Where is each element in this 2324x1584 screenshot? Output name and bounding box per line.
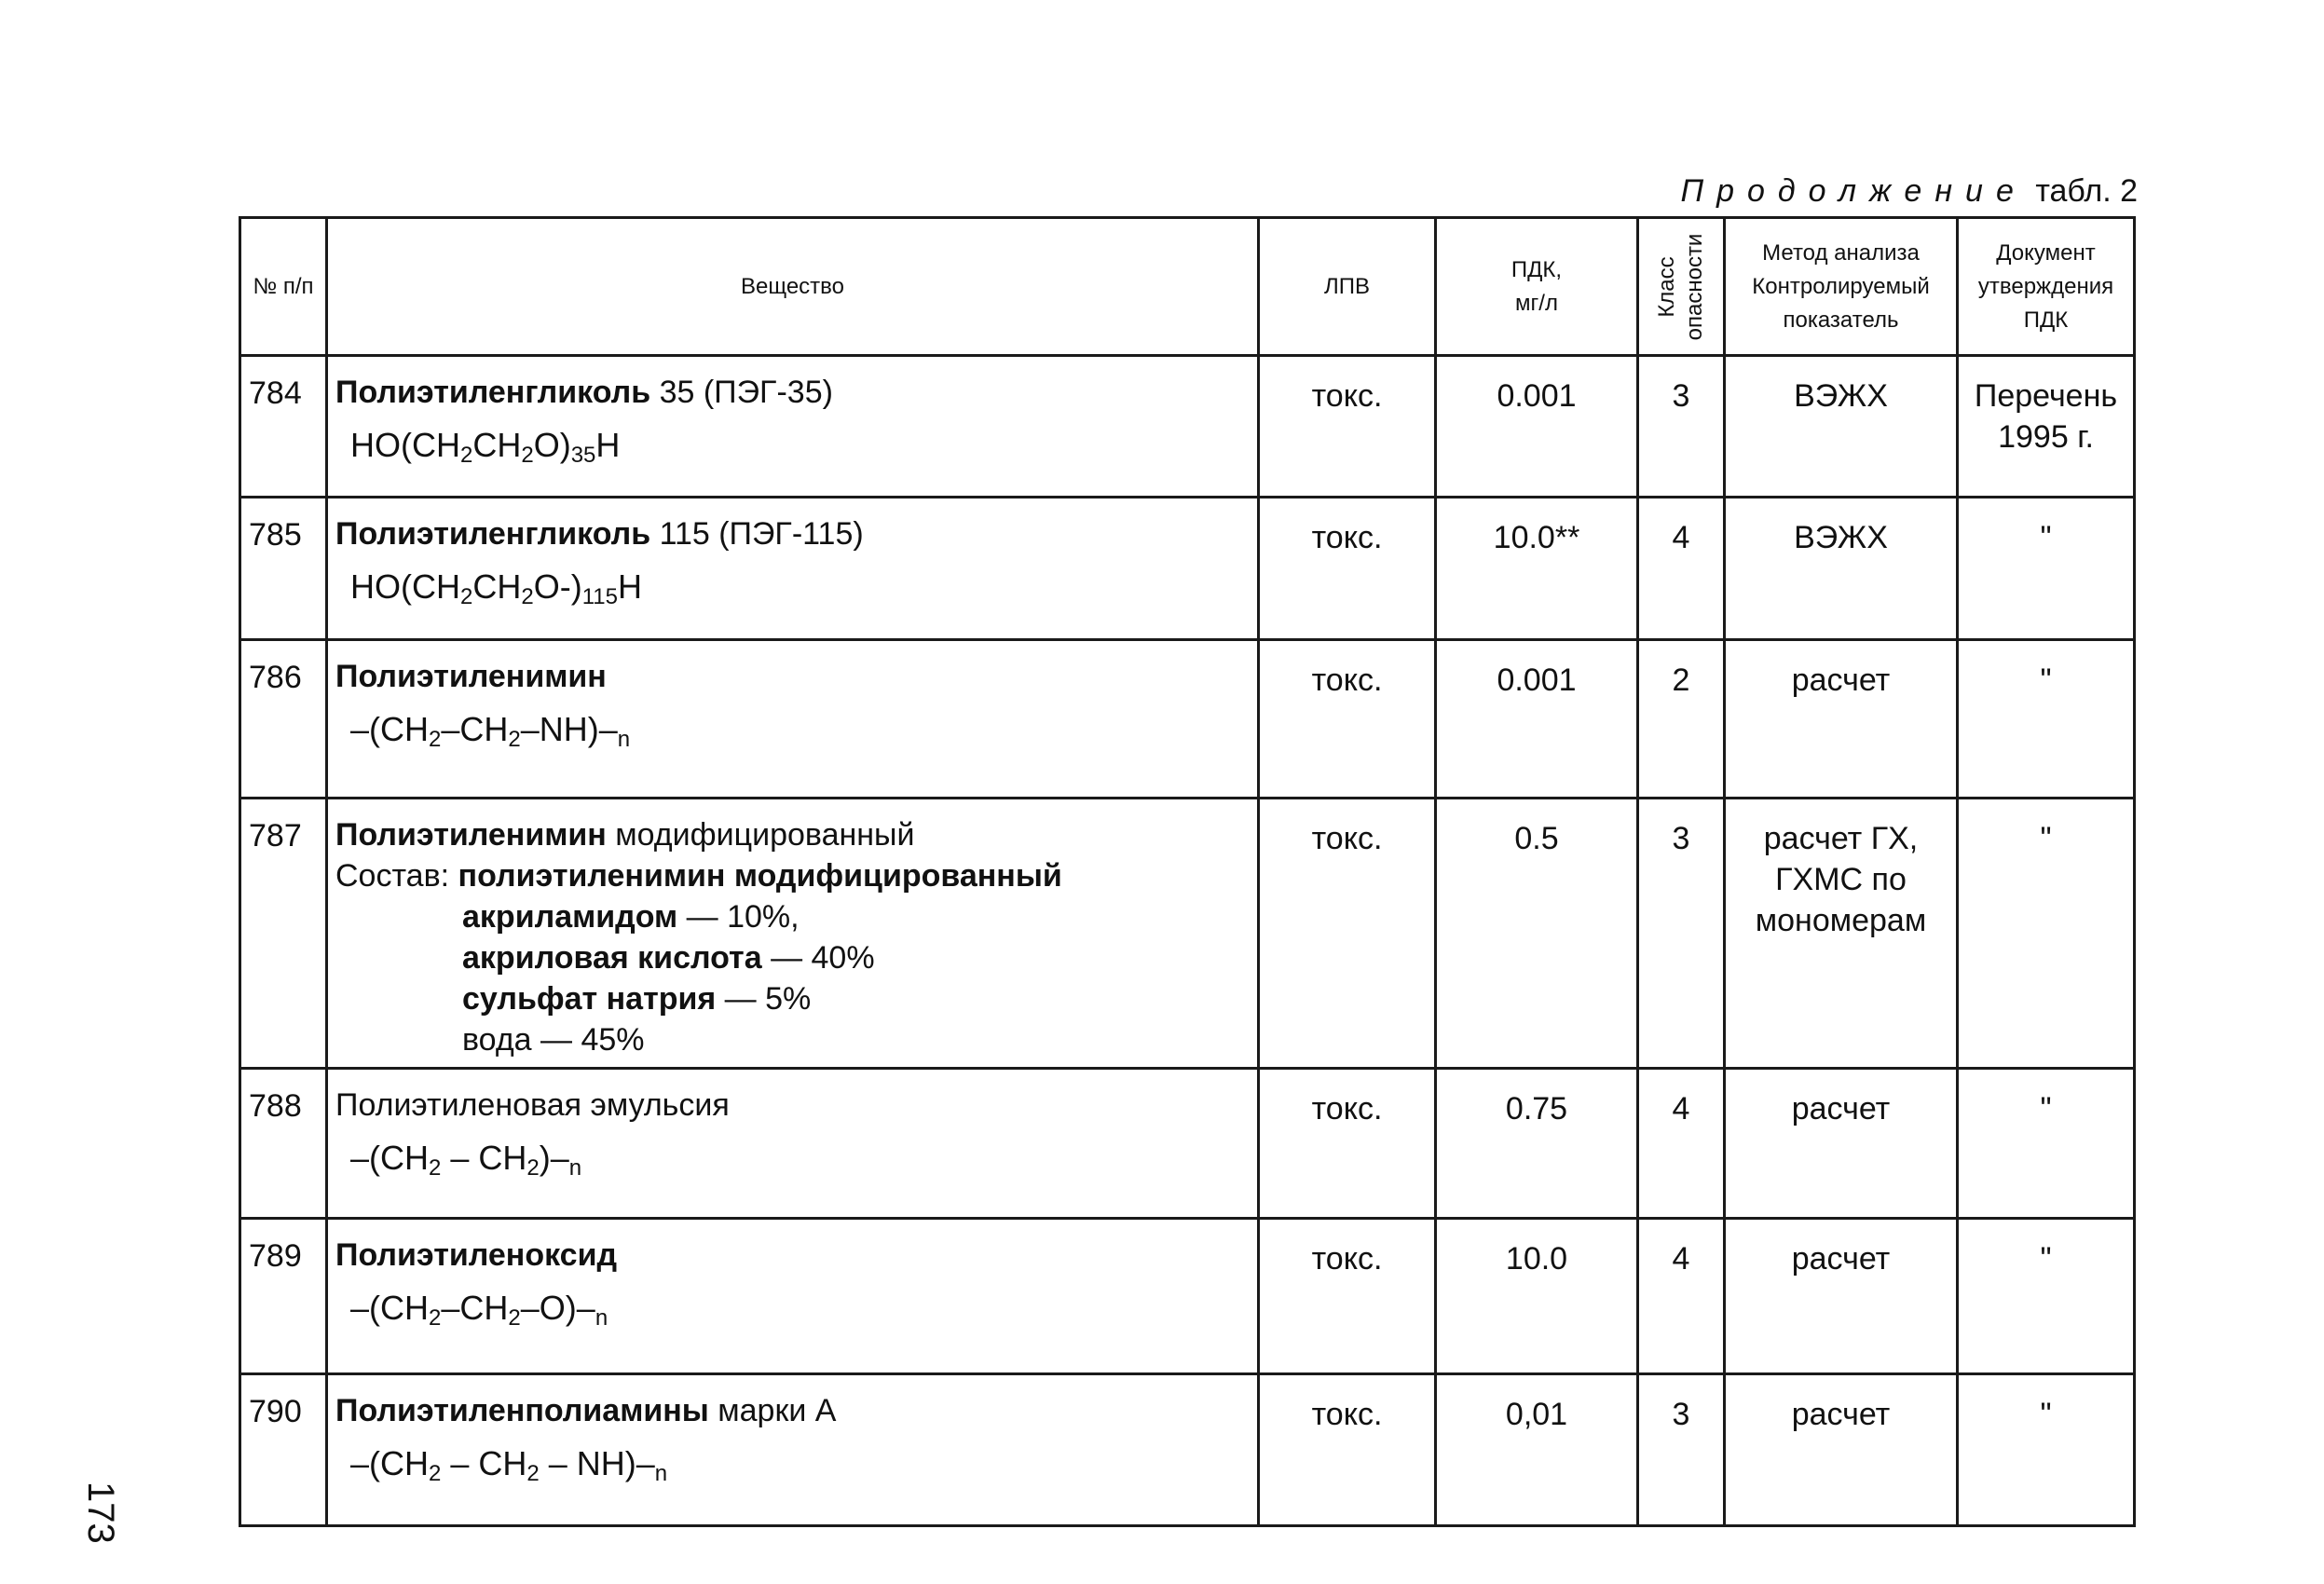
row-num: 790 (240, 1374, 327, 1526)
row-pdk: 0.001 (1436, 640, 1638, 799)
formula: $-(CH_2-CH_2-O)-_n$ (350, 1289, 608, 1331)
table-row (240, 356, 2135, 498)
row-substance: Полиэтиленгликоль 115 (ПЭГ-115) $HO(CH_2CH_2O-)_{115}H$ (327, 498, 1259, 640)
row-num: 785 (240, 498, 327, 640)
row-num: 789 (240, 1219, 327, 1374)
header-hazard-class: Класс опасности (1638, 218, 1725, 356)
row-method: расчет (1725, 1219, 1958, 1374)
page-number: 173 (80, 1482, 121, 1544)
row-substance: Полиэтиленовая эмульсия $-(CH_2 - CH_2)-_n$ (327, 1069, 1259, 1219)
caption-prefix: Продолжение (1680, 173, 2027, 209)
caption-suffix: табл. 2 (2035, 173, 2138, 209)
row-substance: Полиэтиленимин модифицированный Состав: полиэтиленимин модифицированный акриламидом — 10%, акриловая кислота — 40% сульфат натрия — 5% вода — 45% (327, 799, 1259, 1069)
row-document: " (1958, 1374, 2135, 1526)
row-document: " (1958, 1219, 2135, 1374)
header-method: Метод анализа Контролируемый показатель (1725, 218, 1958, 356)
row-lpv: токс. (1259, 1374, 1436, 1526)
formula: $-(CH_2 - CH_2 - NH)-_n$ (350, 1444, 668, 1486)
header-num: № п/п (240, 218, 327, 356)
row-class: 4 (1638, 1219, 1725, 1374)
row-lpv: токс. (1259, 498, 1436, 640)
header-lpv: ЛПВ (1259, 218, 1436, 356)
composition: Состав: полиэтиленимин модифицированный акриламидом — 10%, акриловая кислота — 40% сульфат натрия — 5% вода — 45% (335, 858, 1062, 1058)
row-substance: Полиэтиленоксид $-(CH_2-CH_2-O)-_n$ (327, 1219, 1259, 1374)
row-pdk: 0.75 (1436, 1069, 1638, 1219)
header-document: Документ утверждения ПДК (1958, 218, 2135, 356)
table-row (240, 1219, 2135, 1374)
row-method: расчет (1725, 640, 1958, 799)
row-document: " (1958, 799, 2135, 1069)
row-pdk: 0.001 (1436, 356, 1638, 498)
row-num: 788 (240, 1069, 327, 1219)
row-method: расчет (1725, 1069, 1958, 1219)
row-method: ВЭЖХ (1725, 498, 1958, 640)
row-lpv: токс. (1259, 640, 1436, 799)
header-substance: Вещество (327, 218, 1259, 356)
row-pdk: 0.5 (1436, 799, 1638, 1069)
row-class: 4 (1638, 1069, 1725, 1219)
row-num: 784 (240, 356, 327, 498)
row-lpv: токс. (1259, 356, 1436, 498)
row-document: Перечень 1995 г. (1958, 356, 2135, 498)
header-row (240, 218, 2135, 356)
row-class: 3 (1638, 799, 1725, 1069)
row-method: расчет ГХ, ГХМС по мономерам (1725, 799, 1958, 1069)
table-row (240, 799, 2135, 1069)
formula: $-(CH_2-CH_2-NH)-_n$ (350, 710, 631, 752)
row-pdk: 0,01 (1436, 1374, 1638, 1526)
row-num: 786 (240, 640, 327, 799)
row-lpv: токс. (1259, 1219, 1436, 1374)
formula: $-(CH_2 - CH_2)-_n$ (350, 1139, 582, 1181)
table-row (240, 498, 2135, 640)
row-document: " (1958, 1069, 2135, 1219)
formula: $HO(CH_2CH_2O)_{35}H$ (350, 426, 621, 468)
row-class: 3 (1638, 356, 1725, 498)
row-substance: Полиэтиленгликоль 35 (ПЭГ-35) $HO(CH_2CH_2O)_{35}H$ (327, 356, 1259, 498)
table-row (240, 1374, 2135, 1526)
substances-table (239, 216, 2136, 1527)
row-lpv: токс. (1259, 799, 1436, 1069)
row-class: 3 (1638, 1374, 1725, 1526)
row-document: " (1958, 640, 2135, 799)
header-pdk: ПДК, мг/л (1436, 218, 1638, 356)
row-class: 2 (1638, 640, 1725, 799)
row-substance: Полиэтиленимин $-(CH_2-CH_2-NH)-_n$ (327, 640, 1259, 799)
row-document: " (1958, 498, 2135, 640)
row-method: расчет (1725, 1374, 1958, 1526)
row-pdk: 10.0 (1436, 1219, 1638, 1374)
row-class: 4 (1638, 498, 1725, 640)
table-row (240, 640, 2135, 799)
table-caption (1113, 172, 2138, 210)
formula: $HO(CH_2CH_2O-)_{115}H$ (350, 567, 642, 609)
row-lpv: токс. (1259, 1069, 1436, 1219)
table-row (240, 1069, 2135, 1219)
row-pdk: 10.0** (1436, 498, 1638, 640)
row-method: ВЭЖХ (1725, 356, 1958, 498)
row-num: 787 (240, 799, 327, 1069)
row-substance: Полиэтиленполиамины марки А $-(CH_2 - CH_2 - NH)-_n$ (327, 1374, 1259, 1526)
